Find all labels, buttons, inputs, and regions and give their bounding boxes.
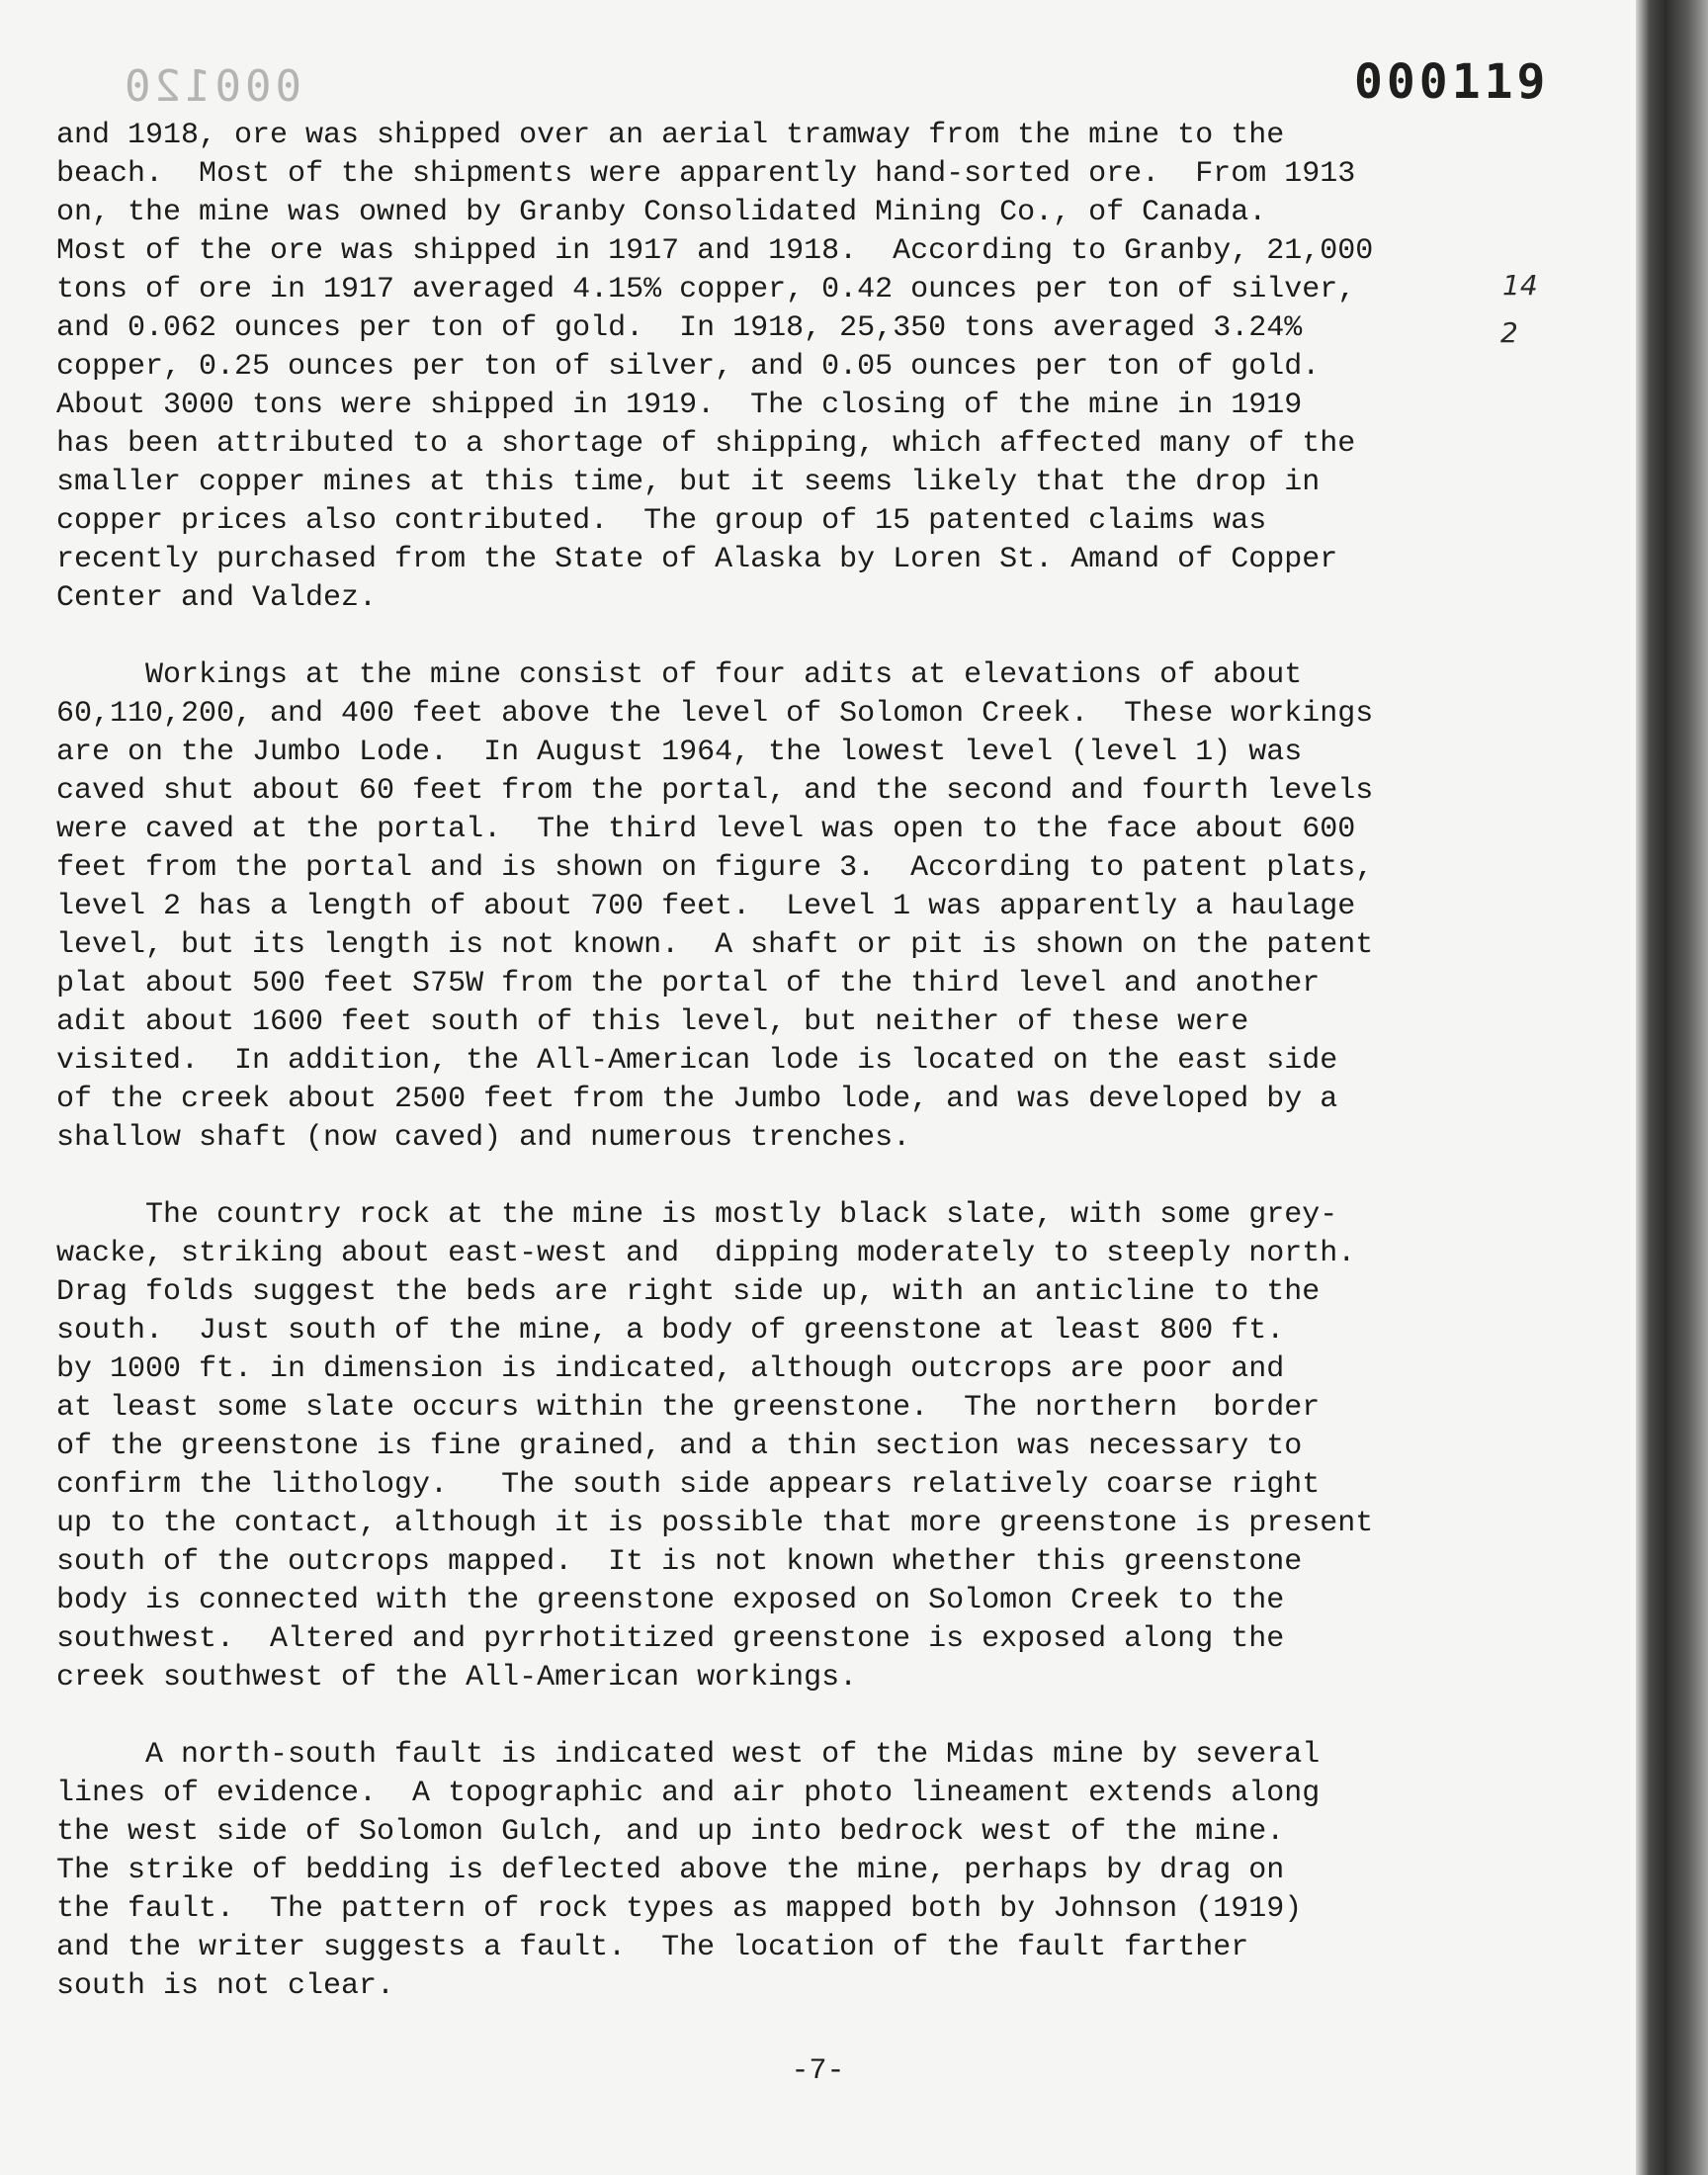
handwritten-margin-note: 14 [1502,269,1538,302]
paragraph-country-rock: The country rock at the mine is mostly black slate, with some grey- wacke, striking about east-west and dipping moderately to steeply north. Drag folds suggest the beds are right side up, with an anticline to the south. Just south of the mine, a body of greenstone at least 800 ft. by 1000 ft. in dimension is indicated, although outcrops are poor and at least some slate occurs within the greenstone. The northern border of the greenstone is fine grained, and a thin section was necessary to confirm the lithology. The south side appears relatively coarse right up to the contact, although it is possible that more greenstone is present south of the outcrops mapped. It is not known whether this greenstone body is connected with the greenstone exposed on Solomon Creek to the southwest. Altered and pyrrhotitized greenstone is exposed along the creek southwest of the All-American workings. [56,1198,1374,1695]
scan-binding-edge [1636,0,1708,2175]
paragraph-fault: A north-south fault is indicated west of the Midas mine by several lines of evidence. A topographic and air photo lineament extends along the west side of Solomon Gulch, and up into bedrock west of the mine. The strike of bedding is deflected above the mine, perhaps by drag on the fault. The pattern of rock types as mapped both by Johnson (1919) and the writer suggests a fault. The location of the fault farther south is not clear. [56,1738,1321,2003]
paragraph-workings: Workings at the mine consist of four adits at elevations of about 60,110,200, and 400 feet above the level of Solomon Creek. These workings are on the Jumbo Lode. In August 1964, the lowest level (level 1) was caved shut about 60 feet from the portal, and the second and fourth levels were caved at the portal. The third level was open to the face about 600 feet from the portal and is shown on figure 3. According to patent plats, level 2 has a length of about 700 feet. Level 1 was apparently a haulage level, but its length is not known. A shaft or pit is shown on the patent plat about 500 feet S75W from the portal of the third level and another adit about 1600 feet south of this level, but neither of these were visited. In addition, the All-American lode is located on the east side of the creek about 2500 feet from the Jumbo lode, and was developed by a shallow shaft (now caved) and numerous trenches. [56,658,1374,1155]
handwritten-margin-note: 2 [1500,316,1518,349]
document-number-stamp: 000119 [1354,54,1550,110]
body-text [56,117,1569,2044]
paragraph-ore-shipments: and 1918, ore was shipped over an aerial tramway from the mine to the beach. Most of the shipments were apparently hand-sorted ore. From 1913 on, the mine was owned by Granby Consolidated Mining Co., of Canada. Most of the ore was shipped in 1917 and 1918. According to Granby, 21,000 tons of ore in 1917 averaged 4.15% copper, 0.42 ounces per ton of silver, and 0.062 ounces per ton of gold. In 1918, 25,350 tons averaged 3.24% copper, 0.25 ounces per ton of silver, and 0.05 ounces per ton of gold. About 3000 tons were shipped in 1919. The closing of the mine in 1919 has been attributed to a shortage of shipping, which affected many of the smaller copper mines at this time, but it seems likely that the drop in copper prices also contributed. The group of 15 patented claims was recently purchased from the State of Alaska by Loren St. Amand of Copper Center and Valdez. [56,119,1374,615]
page-number: -7- [791,2054,845,2088]
faint-mirrored-stamp: 000120 [121,61,301,112]
